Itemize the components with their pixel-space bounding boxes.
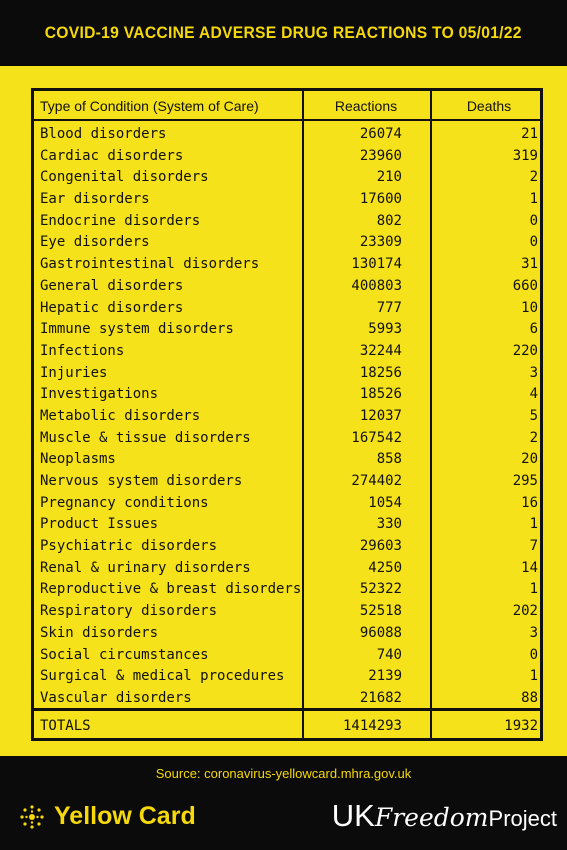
reactions-value: 23960 xyxy=(359,147,402,164)
table-row xyxy=(34,688,540,710)
table-row xyxy=(34,493,540,515)
deaths-value: 220 xyxy=(512,342,538,359)
reactions-value: 330 xyxy=(376,516,402,533)
condition-name: Hepatic disorders xyxy=(40,299,184,316)
deaths-value: 319 xyxy=(512,147,538,164)
header-banner xyxy=(0,0,567,66)
reactions-value: 17600 xyxy=(359,191,402,208)
deaths-value: 21 xyxy=(521,126,538,142)
condition-name: Product Issues xyxy=(40,516,159,533)
yellow-card-logo xyxy=(18,802,196,831)
deaths-value: 1 xyxy=(529,581,538,598)
condition-name: Cardiac disorders xyxy=(40,147,184,164)
table-row xyxy=(34,232,540,254)
condition-name: Respiratory disorders xyxy=(40,603,218,620)
reactions-value: 1054 xyxy=(368,494,402,511)
totals-label: TOTALS xyxy=(40,718,91,734)
condition-name: Injuries xyxy=(40,364,108,381)
reactions-value: 858 xyxy=(376,451,402,468)
reactions-value: 210 xyxy=(376,169,402,186)
reactions-value: 21682 xyxy=(359,689,402,706)
reactions-value: 802 xyxy=(376,212,402,229)
logo-project: Project xyxy=(488,806,557,831)
condition-name: Eye disorders xyxy=(40,234,150,251)
deaths-value: 10 xyxy=(521,299,538,316)
deaths-value: 3 xyxy=(529,624,538,641)
condition-name: Metabolic disorders xyxy=(40,407,201,424)
reactions-value: 32244 xyxy=(359,342,402,359)
deaths-value: 16 xyxy=(521,494,538,511)
table-row xyxy=(34,579,540,601)
condition-name: General disorders xyxy=(40,277,184,294)
totals-row xyxy=(34,713,540,739)
uk-freedom-project-logo xyxy=(332,798,557,834)
table-row xyxy=(34,341,540,363)
deaths-value: 2 xyxy=(529,429,538,446)
source-text: Source: coronavirus-yellowcard.mhra.gov.uk xyxy=(155,766,412,781)
table-row xyxy=(34,406,540,428)
condition-name: Psychiatric disorders xyxy=(40,538,218,555)
table-row xyxy=(34,645,540,667)
deaths-value: 0 xyxy=(529,646,538,663)
logo-freedom: Freedom xyxy=(374,803,489,832)
table-body xyxy=(34,124,540,710)
deaths-value: 7 xyxy=(529,538,538,555)
condition-name: Social circumstances xyxy=(40,646,209,663)
reactions-value: 130174 xyxy=(351,256,402,273)
deaths-value: 14 xyxy=(521,559,538,576)
page-title: COVID-19 VACCINE ADVERSE DRUG REACTIONS TO 05/01/22 xyxy=(44,23,523,42)
table-row xyxy=(34,623,540,645)
table-row xyxy=(34,666,540,688)
table-row xyxy=(34,276,540,298)
table-row xyxy=(34,449,540,471)
table-row xyxy=(34,601,540,623)
sunburst-icon xyxy=(18,803,46,831)
table-row xyxy=(34,558,540,580)
table-row xyxy=(34,536,540,558)
table-row xyxy=(34,124,540,146)
footer xyxy=(0,756,567,850)
reactions-value: 4250 xyxy=(368,559,402,576)
deaths-value: 1 xyxy=(529,191,538,208)
condition-name: Renal & urinary disorders xyxy=(40,559,251,576)
table-row xyxy=(34,298,540,320)
deaths-value: 88 xyxy=(521,689,538,706)
deaths-value: 20 xyxy=(521,451,538,468)
deaths-value: 5 xyxy=(529,407,538,424)
table-row xyxy=(34,514,540,536)
reactions-value: 23309 xyxy=(359,234,402,251)
deaths-value: 202 xyxy=(512,603,538,620)
condition-name: Investigations xyxy=(40,386,159,403)
condition-name: Reproductive & breast disorders xyxy=(40,581,302,598)
reactions-value: 167542 xyxy=(351,429,402,446)
table-row xyxy=(34,428,540,450)
logo-uk: UK xyxy=(331,798,375,833)
deaths-value: 660 xyxy=(512,277,538,294)
reactions-value: 29603 xyxy=(359,538,402,555)
deaths-value: 3 xyxy=(529,364,538,381)
table-row xyxy=(34,384,540,406)
deaths-value: 2 xyxy=(529,169,538,186)
condition-name: Vascular disorders xyxy=(40,689,192,706)
reactions-value: 274402 xyxy=(351,473,402,489)
reactions-value: 12037 xyxy=(359,407,402,424)
totals-deaths: 1932 xyxy=(504,718,538,734)
reactions-value: 18526 xyxy=(359,386,402,403)
table-header-row xyxy=(34,91,540,121)
condition-name: Immune system disorders xyxy=(40,321,234,338)
deaths-value: 4 xyxy=(529,386,538,403)
deaths-value: 295 xyxy=(512,473,538,489)
condition-name: Skin disorders xyxy=(40,624,159,641)
condition-name: Surgical & medical procedures xyxy=(40,668,285,685)
deaths-value: 1 xyxy=(529,516,538,533)
reactions-value: 52322 xyxy=(359,581,402,598)
reactions-value: 26074 xyxy=(359,126,402,142)
deaths-value: 0 xyxy=(529,234,538,251)
table-row xyxy=(34,363,540,385)
reactions-value: 52518 xyxy=(359,603,402,620)
condition-name: Pregnancy conditions xyxy=(40,494,209,511)
deaths-value: 1 xyxy=(529,668,538,685)
condition-name: Congenital disorders xyxy=(40,169,209,186)
condition-name: Muscle & tissue disorders xyxy=(40,429,251,446)
table-row xyxy=(34,167,540,189)
condition-name: Infections xyxy=(40,342,125,359)
reactions-value: 400803 xyxy=(351,277,402,294)
condition-name: Neoplasms xyxy=(40,451,116,468)
table-row xyxy=(34,146,540,168)
totals-reactions: 1414293 xyxy=(342,718,402,734)
table-row xyxy=(34,211,540,233)
totals-divider xyxy=(34,708,540,711)
table-row xyxy=(34,319,540,341)
header-deaths: Deaths xyxy=(466,98,512,114)
reactions-table xyxy=(31,88,543,741)
condition-name: Ear disorders xyxy=(40,191,150,208)
condition-name: Nervous system disorders xyxy=(40,473,243,489)
reactions-value: 18256 xyxy=(359,364,402,381)
table-row xyxy=(34,189,540,211)
table-row xyxy=(34,471,540,493)
yellow-card-wordmark: Yellow Card xyxy=(54,802,196,830)
deaths-value: 0 xyxy=(529,212,538,229)
reactions-value: 740 xyxy=(376,646,402,663)
deaths-value: 31 xyxy=(521,256,538,273)
reactions-value: 2139 xyxy=(368,668,402,685)
condition-name: Blood disorders xyxy=(40,126,167,142)
condition-name: Endocrine disorders xyxy=(40,212,201,229)
reactions-value: 777 xyxy=(376,299,402,316)
deaths-value: 6 xyxy=(529,321,538,338)
condition-name: Gastrointestinal disorders xyxy=(40,256,260,273)
header-reactions: Reactions xyxy=(334,98,398,114)
table-row xyxy=(34,254,540,276)
reactions-value: 5993 xyxy=(368,321,402,338)
reactions-value: 96088 xyxy=(359,624,402,641)
header-condition: Type of Condition (System of Care) xyxy=(40,98,259,114)
